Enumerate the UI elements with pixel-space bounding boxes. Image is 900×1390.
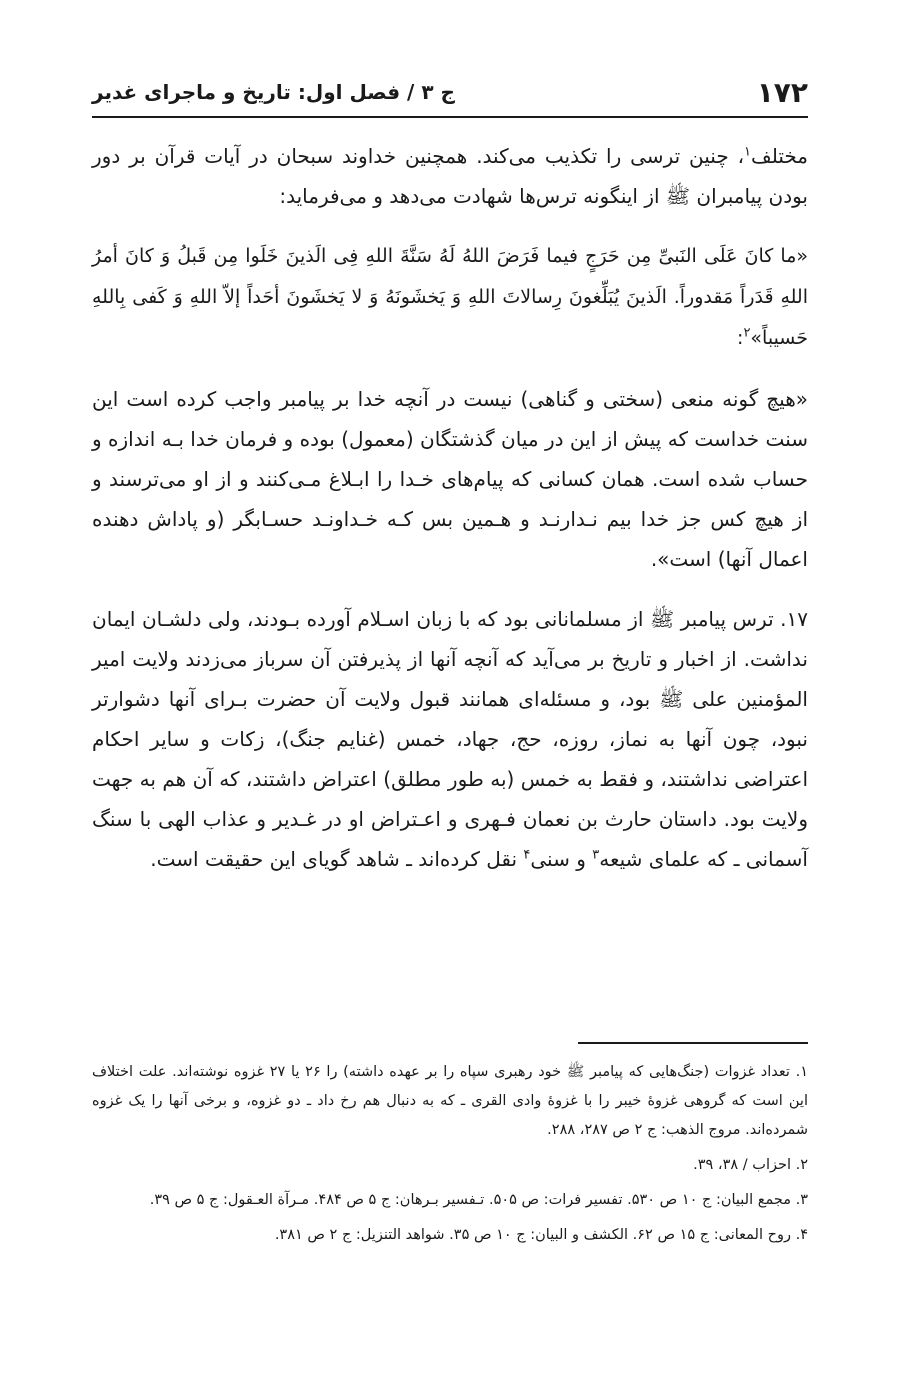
footnote-ref-1: ۱: [744, 144, 752, 160]
footnotes: [92, 1058, 808, 1256]
page-number: ۱۷۲: [756, 75, 808, 109]
p17-text-a: ۱۷. ترس پیامبر ﷺ از مسلمانانی بود که با زبان اسـلام آورده بـودند، ولی دلشـان ایمان نداشت. از اخبار و تاریخ بر می‌آید که آنچه آنها از پذیرفتن آن سرباز می‌زدند ولایت امیر المؤمنین علی ﷺ بود، و مسئله‌ای همانند قبول ولایت آن حضرت بـرای آنها دشوارتر نبود، چون آنها به نماز، روزه، حج، جهاد، خمس (غنایم جنگ)، زکات و سایر احکام اعتراضی نداشتند، و فقط به خمس (به طور مطلق) اعتراض داشتند، که آن هم به جهت ولایت بود. داستان حارث بن نعمان فـهری و اعـتراض او در غـدیر و عذاب الهی با سنگ آسمانی ـ که علمای شیعه: [92, 607, 808, 871]
p17-text-b: و سنی: [530, 847, 593, 871]
p17-text-c: نقل کرده‌اند ـ شاهد گویای این حقیقت است.: [150, 847, 524, 871]
page-header: [92, 72, 808, 112]
footnote-3: ۳. مجمع البیان: ج ۱۰ ص ۵۳۰. تفسیر فرات: ص ۵۰۵. تـفسیر بـرهان: ج ۵ ص ۴۸۴. مـرآة العـقول: ج ۵ ص ۳۹.: [149, 1192, 808, 1208]
verse-text: «ما کانَ عَلَی النَبیِّ مِن حَرَجٍ فیما فَرَضَ اللهُ لَهُ سَنَّةَ اللهِ فِی الَذینَ خَلَوا مِن قَبلُ وَ کانَ أمرُ اللهِ قَدَراً مَقدوراً. الَذینَ یُبَلِّغونَ رِسالاتَ اللهِ وَ یَخشَونَهُ وَ لا یَخشَونَ أحَداً إلاّ اللهِ وَ کَفی بِاللهِ حَسیباً»: [92, 245, 808, 349]
footnote-1: ۱. تعداد غزوات (جنگ‌هایی که پیامبر ﷺ خود رهبری سپاه را بر عهده داشته) را ۲۶ یا ۲۷ غزوه نوشته‌اند. علت اختلاف این است که گروهی غزوهٔ خیبر را با غزوهٔ وادی القری ـ که به دنبال هم رخ داد ـ دو غزوه، و برخی آنها را یک غزوه شمرده‌اند. مروج الذهب: ج ۲ ص ۲۸۷، ۲۸۸.: [92, 1064, 808, 1138]
intro-text: ، چنین ترسی را تکذیب می‌کند. همچنین خداوند سبحان در آیات قرآن بر دور بودن پیامبران ﷺ از اینگونه ترس‌ها شهادت می‌دهد و می‌فرماید:: [92, 144, 808, 208]
footnote-ref-4: ۴: [523, 847, 531, 863]
quran-verse: [92, 236, 808, 359]
footnote-ref-3: ۳: [592, 847, 600, 863]
footnote-ref-2: ۲: [743, 325, 751, 341]
paragraph-17: [92, 599, 808, 879]
running-head: ج ۳ / فصل اول: تاریخ و ماجرای غدیر: [92, 80, 455, 104]
footnote-separator: [578, 1042, 808, 1044]
main-text: [92, 136, 808, 899]
verse-translation: «هیچ گونه منعی (سختی و گناهی) نیست در آنچه خدا بر پیامبر واجب کرده است این سنت خداست که پیش از این در میان گذشتگان (معمول) بوده و فرمان خدا بـه اندازه و حساب شده است. همان کسانی که پیام‌های خـدا را ابـلاغ مـی‌کنند و از او می‌ترسند و از هیچ کس جز خدا بیم نـدارنـد و هـمین بس کـه خـداونـد حسـابگر (و پاداش دهنده اعمال آنها) است».: [92, 387, 808, 571]
intro-word: مختلف: [751, 144, 808, 168]
verse-end: :: [737, 327, 744, 349]
footnote-4: ۴. روح المعانی: ج ۱۵ ص ۶۲. الکشف و البیان: ج ۱۰ ص ۳۵. شواهد التنزیل: ج ۲ ص ۳۸۱.: [274, 1227, 808, 1243]
paragraph-intro: [92, 136, 808, 216]
footnote-2: ۲. احزاب / ۳۸، ۳۹.: [693, 1157, 808, 1173]
header-rule: [92, 116, 808, 118]
